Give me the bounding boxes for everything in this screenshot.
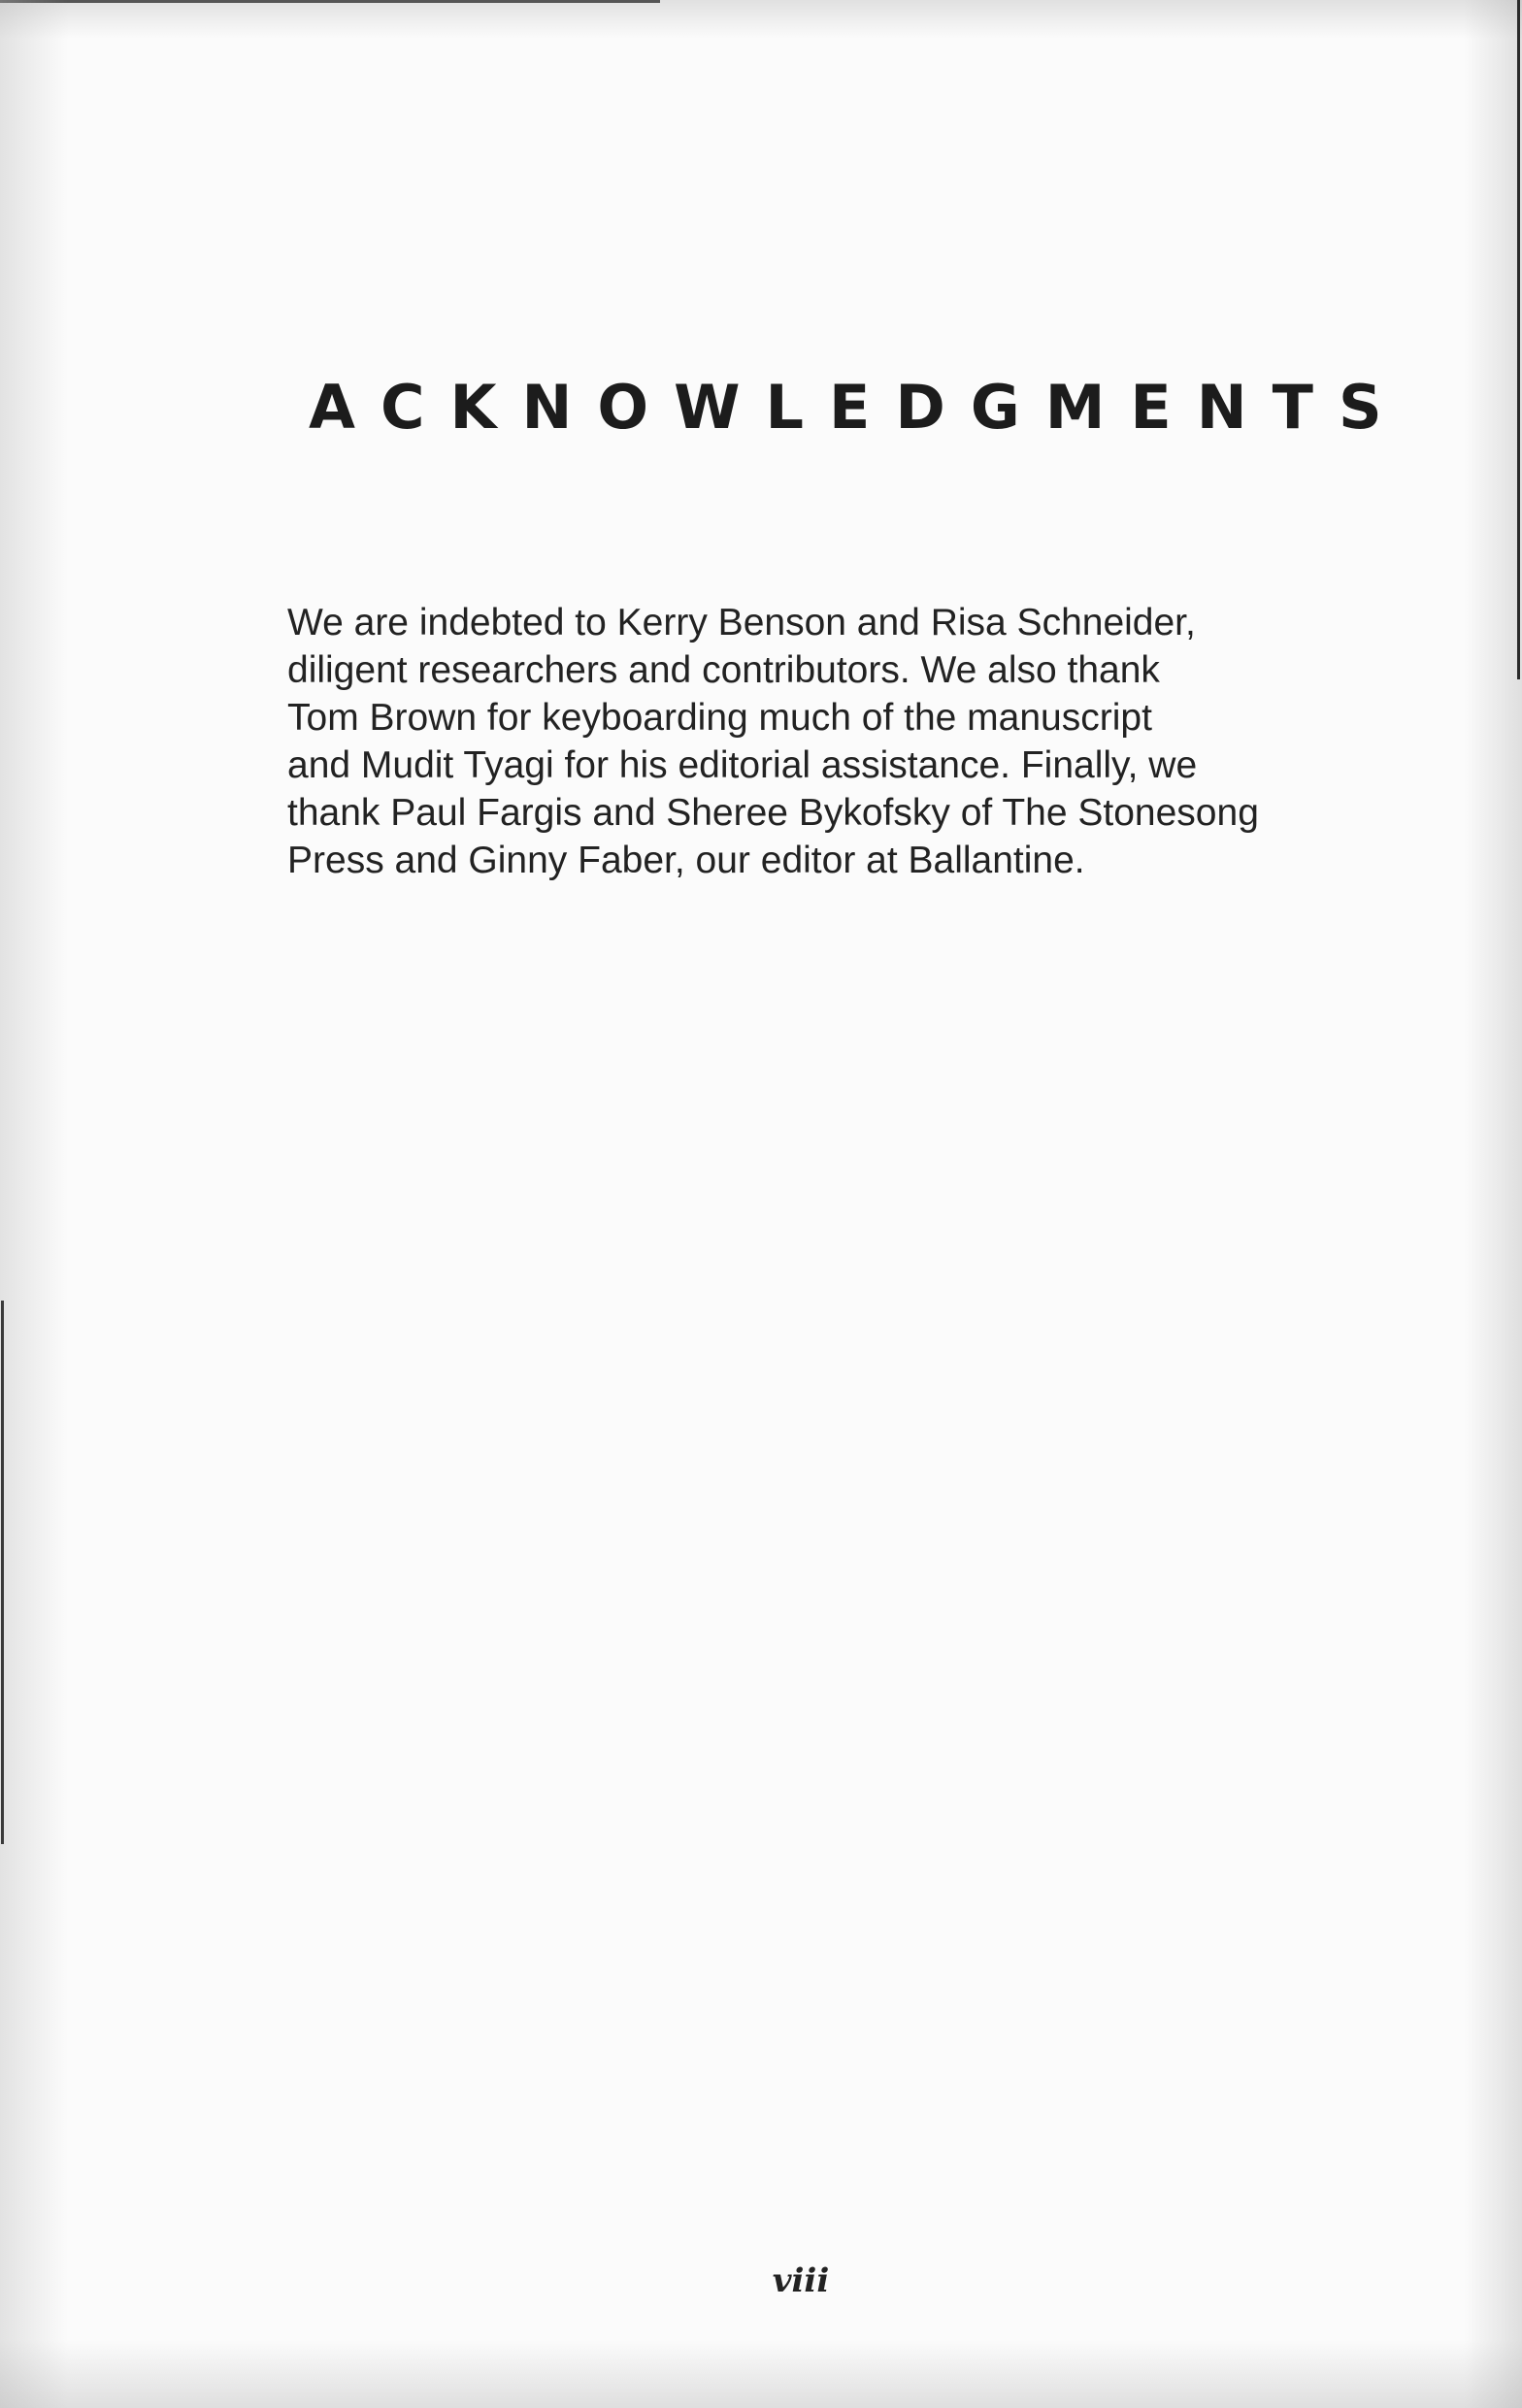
scan-edge-left <box>0 0 68 2408</box>
scan-edge-top <box>0 0 1522 39</box>
scan-edge-left-line <box>1 1301 4 1844</box>
scan-edge-right <box>1464 0 1522 2408</box>
acknowledgments-paragraph <box>287 599 1297 884</box>
page-number: viii <box>772 2261 830 2300</box>
scan-edge-bottom <box>0 2340 1522 2408</box>
paragraph-line: thank Paul Fargis and Sheree Bykofsky of The Stonesong <box>287 792 1259 834</box>
paragraph-line: Tom Brown for keyboarding much of the manuscript <box>287 697 1152 739</box>
page-heading: ACKNOWLEDGMENTS <box>309 372 1407 443</box>
paragraph-line: We are indebted to Kerry Benson and Risa Schneider, <box>287 602 1196 643</box>
paragraph-line: Press and Ginny Faber, our editor at Ballantine. <box>287 840 1085 881</box>
scan-edge-top-line <box>0 0 660 3</box>
paragraph-line: and Mudit Tyagi for his editorial assistance. Finally, we <box>287 744 1198 786</box>
scan-edge-right-line <box>1517 0 1520 679</box>
paragraph-line: diligent researchers and contributors. We also thank <box>287 649 1160 691</box>
